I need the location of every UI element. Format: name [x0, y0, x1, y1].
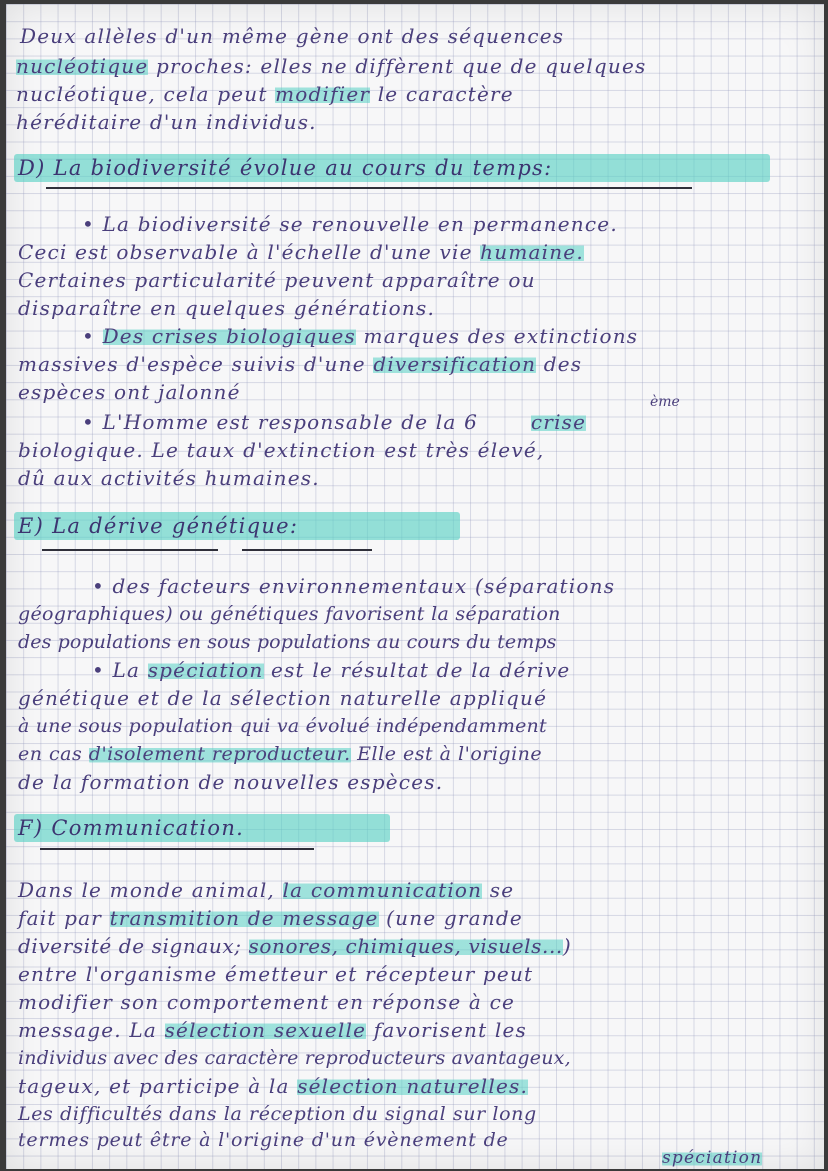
section-d-line-4 [18, 294, 435, 322]
section-f-text-9: Les difficultés dans la réception du signal sur long [18, 1103, 537, 1125]
section-d-text-10: dû aux activités humaines. [18, 466, 320, 490]
highlight-selection-sexuelle: sélection sexuelle [164, 1018, 367, 1042]
highlight-selection-naturelles: sélection naturelles. [297, 1074, 529, 1098]
section-d-text-5c: marques des extinctions [356, 324, 639, 348]
section-e-text-8: de la formation de nouvelles espèces. [18, 770, 444, 794]
section-f-underline [40, 848, 314, 850]
highlight-crise: crise [530, 410, 587, 434]
intro-text-1: Deux allèles d'un même gène ont des séquences [20, 24, 565, 48]
superscript-eme: ème [650, 394, 680, 410]
section-e-text-4a: • La [92, 658, 148, 682]
section-d-text-6c: des [536, 352, 583, 376]
intro-text-3c: le caractère [370, 82, 514, 106]
section-d-line-8 [82, 408, 586, 436]
section-f-text-10: termes peut être à l'origine d'un évènement de [18, 1129, 509, 1151]
section-f-text-2a: fait par [18, 906, 110, 930]
section-f-text-4: entre l'organisme émetteur et récepteur peut [18, 962, 534, 986]
intro-line-3 [16, 80, 514, 108]
highlight-nucleotique: nucléotique [16, 54, 149, 78]
notebook-page [6, 4, 824, 1169]
section-d-line-7 [18, 378, 241, 406]
section-f-line-11 [662, 1144, 762, 1169]
highlight-speciation-end: spéciation [662, 1148, 763, 1168]
section-e-text-7c: Elle est à l'origine [350, 743, 543, 765]
section-d-line-9 [18, 436, 544, 464]
section-d-line-10 [18, 464, 320, 492]
section-d-text-8a: • L'Homme est responsable de la 6 [82, 410, 478, 434]
section-f-text-3c: ) [562, 934, 572, 958]
section-e-text-3: des populations en sous populations au cours du temps [18, 631, 557, 653]
section-f-line-9 [18, 1100, 537, 1128]
section-d-text-7: espèces ont jalonné [18, 380, 241, 404]
section-d-text-6a: massives d'espèce suivis d'une [18, 352, 374, 376]
section-e-text-7a: en cas [18, 743, 89, 765]
highlight-isolement-reproducteur: d'isolement reproducteur. [88, 743, 351, 765]
highlight-crises-biologiques: Des crises biologiques [102, 324, 356, 348]
section-d-text-9: biologique. Le taux d'extinction est très élevé, [18, 438, 545, 462]
intro-line-4 [16, 108, 317, 136]
section-f-line-6 [18, 1016, 527, 1044]
intro-line-1 [20, 22, 564, 50]
highlight-humaine: humaine. [480, 240, 584, 264]
section-d-line-5 [82, 322, 638, 350]
section-f-text-6c: favorisent les [366, 1018, 528, 1042]
section-e-line-7 [18, 740, 542, 768]
section-e-line-8 [18, 768, 443, 796]
intro-text-2: proches: elles ne diffèrent que de quelques [148, 54, 647, 78]
section-f-title: F) Communication. [18, 816, 245, 840]
section-d-line-2 [18, 238, 584, 266]
section-e-underline-2 [242, 549, 372, 551]
section-d-text-3: Certaines particularité peuvent apparaître ou [18, 268, 536, 292]
highlight-diversification: diversification [373, 352, 537, 376]
section-f-line-10 [18, 1126, 509, 1154]
section-d-line-1 [82, 210, 618, 238]
section-d-title: D) La biodiversité évolue au cours du temps: [18, 156, 553, 180]
highlight-signal-types: sonores, chimiques, visuels... [248, 934, 563, 958]
section-f-text-1a: Dans le monde animal, [18, 878, 283, 902]
section-f-line-4 [18, 960, 533, 988]
section-e-line-5 [18, 684, 547, 712]
section-e-line-1 [92, 572, 615, 600]
section-d-text-1: • La biodiversité se renouvelle en permanence. [82, 212, 618, 236]
section-f-line-8 [18, 1072, 528, 1100]
section-f-line-3 [18, 932, 571, 960]
section-f-line-2 [18, 904, 523, 932]
section-e-text-6: à une sous population qui va évolué indépendamment [18, 715, 547, 737]
highlight-transmition-message: transmition de message [109, 906, 379, 930]
section-e-text-5: génétique et de la sélection naturelle appliqué [18, 686, 548, 710]
highlight-modifier: modifier [275, 82, 371, 106]
section-f-line-1 [18, 876, 514, 904]
intro-text-4: héréditaire d'un individus. [16, 110, 317, 134]
section-f-text-1c: se [482, 878, 515, 902]
section-f-text-8a: tageux, et participe à la [18, 1074, 298, 1098]
section-e-line-2 [18, 600, 561, 628]
section-f-text-7: individus avec des caractère reproducteurs avantageux, [18, 1047, 571, 1069]
section-d-line-6 [18, 350, 582, 378]
section-e-underline-1 [42, 549, 218, 551]
section-f-text-2c: (une grande [378, 906, 523, 930]
section-e-text-1: • des facteurs environnementaux (séparations [92, 574, 616, 598]
section-d-underline [46, 187, 692, 189]
section-e-line-3 [18, 628, 556, 656]
section-f-text-6a: message. La [18, 1018, 165, 1042]
section-e-text-4c: est le résultat de la dérive [263, 658, 571, 682]
section-d-text-4: disparaître en quelques générations. [18, 296, 436, 320]
section-f-text-5: modifier son comportement en réponse à ce [18, 990, 516, 1014]
highlight-la-communication: la communication [282, 878, 483, 902]
intro-text-3a: nucléotique, cela peut [16, 82, 276, 106]
intro-line-2 [16, 52, 646, 80]
bullet: • [82, 324, 103, 348]
section-f-line-5 [18, 988, 515, 1016]
section-e-title: E) La dérive génétique: [18, 514, 299, 538]
section-f-line-7 [18, 1044, 571, 1072]
section-d-text-2a: Ceci est observable à l'échelle d'une vie [18, 240, 481, 264]
section-e-text-2: géographiques) ou génétiques favorisent la séparation [18, 603, 561, 625]
section-d-line-3 [18, 266, 536, 294]
highlight-speciation: spéciation [147, 658, 264, 682]
section-e-line-6 [18, 712, 547, 740]
section-f-text-3a: diversité de signaux; [18, 934, 249, 958]
section-e-line-4 [92, 656, 570, 684]
